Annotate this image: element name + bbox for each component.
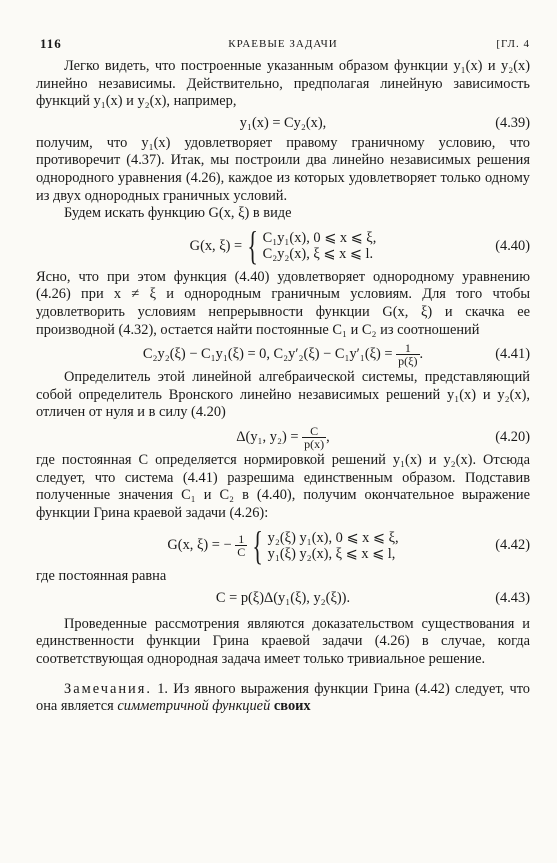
equation-cases xyxy=(263,230,377,262)
paragraph-4: Ясно, что при этом функция (4.40) удовлетворяет однородному уравнению (4.26) при x ≠ ξ и однородным граничным условиям. Для того чтобы удовлетворить условиям непрерывности функции G(x, ξ) и скачка ее производной (4.32), остается найти постоянные C₁ и C₂ из соотношений xyxy=(36,268,530,338)
numerator: 1 xyxy=(235,533,247,546)
chapter-label: [ГЛ. 4 xyxy=(496,38,530,50)
paragraph-2: получим, что y₁(x) удовлетворяет правому граничному условию, что противоречит (4.37). Итак, мы построили два линейно независимых решения однородного уравнения (4.26), каждое из которых удовлетворяет только одному из двух однородных граничных условий. xyxy=(36,134,530,204)
page xyxy=(36,36,530,716)
remark-text: 1. Из явного выражения функции Грина (4.42) следует, что она является xyxy=(36,680,530,715)
equation-4-43 xyxy=(36,586,530,610)
equation-number: (4.20) xyxy=(495,428,530,445)
remark-tail: своих xyxy=(270,698,311,715)
running-title: КРАЕВЫЕ ЗАДАЧИ xyxy=(228,38,338,50)
equation-left: Δ(y₁, y₂) = xyxy=(236,428,299,445)
fraction xyxy=(235,533,247,558)
paragraph-5: Определитель этой линейной алгебраической системы, представляющий собой определитель Вронского линейно независимых решений y₁(x) и y₂(x), отличен от нуля и в силу (4.20) xyxy=(36,369,530,421)
equation-number: (4.39) xyxy=(495,114,530,131)
equation-4-41 xyxy=(36,339,530,369)
remark-paragraph xyxy=(36,681,530,716)
paragraph-1: Легко видеть, что построенные указанным образом функции y₁(x) и y₂(x) линейно независимы. Действительно, предполагая линейную зависимость функций y₁(x) и y₂(x), например, xyxy=(36,58,530,110)
equation-number: (4.43) xyxy=(495,589,530,606)
paragraph-7: где постоянная равна xyxy=(36,568,167,585)
paragraph-3: Будем искать функцию G(x, ξ) в виде xyxy=(64,205,292,222)
equation-number: (4.40) xyxy=(495,237,530,254)
equation-tail: . xyxy=(419,346,424,363)
left-brace: { xyxy=(247,223,258,269)
equation-expr: y₁(x) = Cy₂(x), xyxy=(239,114,327,131)
denominator: p(x) xyxy=(304,437,325,452)
equation-4-39 xyxy=(36,111,530,135)
equation-lhs: G(x, ξ) = − xyxy=(167,537,232,554)
equation-lhs: G(x, ξ) = xyxy=(189,237,243,254)
denominator: p(ξ) xyxy=(398,354,418,369)
numerator: 1 xyxy=(396,342,419,355)
equation-tail: , xyxy=(326,428,330,445)
equation-4-20 xyxy=(36,422,530,452)
equation-4-42 xyxy=(36,522,530,568)
case-row-1: y₂(ξ) y₁(x), 0 ⩽ x ⩽ ξ, xyxy=(267,529,399,546)
fraction xyxy=(302,425,326,450)
equation-4-40 xyxy=(36,223,530,269)
page-number: 116 xyxy=(40,36,62,51)
equation-number: (4.41) xyxy=(495,346,530,363)
equation-number: (4.42) xyxy=(495,537,530,554)
page-body xyxy=(36,58,530,716)
case-row-1: C₁y₁(x), 0 ⩽ x ⩽ ξ, xyxy=(262,230,377,247)
paragraph-8: Проведенные рассмотрения являются доказательством существования и единственности функции Грина краевой задачи (4.26) в случае, когда соответствующая однородная задача имеет только тривиальное решение. xyxy=(36,615,530,668)
equation-expr: C = p(ξ)Δ(y₁(ξ), y₂(ξ)). xyxy=(215,589,351,606)
remark-label: Замечания. xyxy=(64,680,152,697)
equation-left: C₂y₂(ξ) − C₁y₁(ξ) = 0, C₂y′₂(ξ) − C₁y′₁(ξ) = xyxy=(142,346,393,363)
numerator: C xyxy=(302,425,326,438)
denominator: C xyxy=(237,545,246,560)
paragraph-6: где постоянная C определяется нормировкой решений y₁(x) и y₂(x). Отсюда следует, что система (4.41) разрешима единственным образом. Подставив полученные значения C₁ и C₂ в (4.40), получим окончательное выражение функции Грина краевой задачи (4.26): xyxy=(36,451,530,521)
remark-emphasis: симметричной функцией xyxy=(117,698,271,715)
left-brace: { xyxy=(252,522,263,568)
case-row-2: y₁(ξ) y₂(x), ξ ⩽ x ⩽ l, xyxy=(267,545,396,562)
case-row-2: C₂y₂(x), ξ ⩽ x ⩽ l. xyxy=(262,246,374,263)
equation-cases xyxy=(268,530,399,562)
fraction xyxy=(396,342,419,367)
running-header xyxy=(36,36,530,54)
